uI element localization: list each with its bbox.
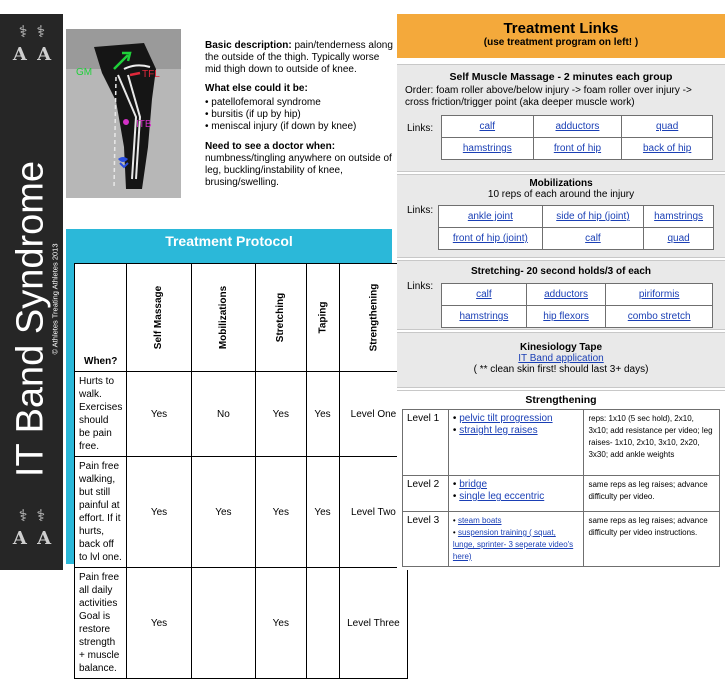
link-calf[interactable]: calf	[476, 289, 492, 300]
table-cell: Yes	[256, 372, 306, 457]
when-cell: Pain free walking, but still painful at effort. If it hurts, back off to lvl one.	[75, 457, 127, 568]
mobilizations-links-table	[438, 205, 714, 250]
strengthening-table	[402, 409, 720, 567]
link-front-of-hip[interactable]: front of hip	[553, 143, 602, 154]
link-pelvic-tilt-progression[interactable]: pelvic tilt progression	[459, 413, 553, 424]
differential-list	[205, 97, 395, 133]
basic-description	[205, 40, 395, 76]
logo-top-symbols: ⚕ ⚕	[18, 22, 48, 41]
column-header	[306, 264, 339, 372]
links-subtitle: (use treatment program on left! )	[483, 37, 639, 48]
basic-description-text: pain/tenderness along the outside of the thigh. Typically worse mid thigh down to outside of knee.	[205, 40, 393, 75]
level-notes: reps: 1x10 (5 sec hold), 2x10, 3x10; add resistance per video; leg raises- 1x10, 2x10, 3x10, 2x20, 3x30; add ankle weights	[584, 410, 720, 476]
list-item: • patellofemoral syndrome	[205, 97, 395, 109]
description	[205, 40, 395, 196]
column-header-label: Mobilizations	[217, 285, 229, 350]
doctor-text: numbness/tingling anywhere on outside of leg, buckling/instability of knee, brusing/swelling.	[205, 153, 392, 188]
list-item: • bursitis (if up by hip)	[205, 109, 395, 121]
table-cell: Level Three	[339, 568, 408, 679]
copyright: © Athletes Treating Athletes 2013	[50, 243, 60, 355]
doctor-title: Need to see a doctor when:	[205, 141, 336, 152]
link-combo-stretch[interactable]: combo stretch	[627, 311, 691, 322]
links-title: Treatment Links	[503, 20, 619, 37]
link-adductors[interactable]: adductors	[544, 289, 589, 300]
link-hamstrings[interactable]: hamstrings	[654, 211, 704, 222]
stretching-title: Stretching- 20 second holds/3 of each	[470, 266, 652, 277]
table-cell: Yes	[191, 457, 255, 568]
link-calf[interactable]: calf	[585, 233, 601, 244]
links-header	[397, 14, 725, 58]
link-piriformis[interactable]: piriformis	[638, 289, 680, 300]
massage-title: Self Muscle Massage - 2 minutes each group	[449, 71, 673, 83]
logo-bottom-letters: A A	[12, 528, 54, 549]
table-cell: Level One	[339, 372, 408, 457]
link-side-of-hip-joint[interactable]: side of hip (joint)	[556, 211, 630, 222]
table-cell: No	[191, 372, 255, 457]
link-straight-leg-raises[interactable]: straight leg raises	[459, 425, 538, 436]
table-row	[75, 568, 408, 679]
link-suspension-training[interactable]: suspension training ( squat, lunge, sprinter- 3 seperate video's here)	[452, 528, 574, 561]
mobilizations-panel	[397, 174, 725, 258]
table-row	[75, 457, 408, 568]
tfl-label: TFL	[142, 69, 160, 80]
list-item: • meniscal injury (if down by knee)	[205, 121, 395, 133]
leg-illustration	[66, 29, 181, 198]
table-cell: Yes	[127, 457, 191, 568]
protocol-table	[74, 263, 408, 679]
link-quad[interactable]: quad	[667, 233, 690, 244]
link-it-band-application[interactable]: IT Band application	[518, 353, 604, 364]
massage-links-table	[441, 115, 713, 160]
level-label: Level 1	[403, 410, 449, 476]
kinesiology-note: ( ** clean skin first! should last 3+ days)	[473, 364, 649, 375]
link-hamstrings[interactable]: hamstrings	[459, 311, 509, 322]
differential-title: What else could it be:	[205, 83, 308, 94]
stretching-links-table	[441, 283, 713, 328]
table-row	[75, 372, 408, 457]
strengthening-title: Strengthening	[525, 394, 597, 406]
level-notes: same reps as leg raises; advance difficulty per video instructions.	[584, 512, 720, 567]
when-header: When?	[75, 264, 127, 372]
kinesiology-panel	[397, 332, 725, 388]
stretching-links-label: Links:	[407, 281, 434, 292]
logo-bottom-symbols: ⚕ ⚕	[18, 506, 48, 525]
protocol-title: Treatment Protocol	[165, 233, 293, 249]
strengthening-panel	[397, 390, 725, 570]
table-row	[403, 410, 720, 476]
table-cell: Yes	[127, 372, 191, 457]
link-adductors[interactable]: adductors	[555, 121, 600, 132]
link-front-of-hip-joint[interactable]: front of hip (joint)	[452, 233, 528, 244]
column-header-label: Self Massage	[153, 285, 165, 350]
kinesiology-title: Kinesiology Tape	[519, 342, 603, 353]
table-cell	[191, 568, 255, 679]
column-header-label: Taping	[317, 301, 329, 334]
when-cell: Hurts to walk. Exercises should be pain free.	[75, 372, 127, 457]
link-steam-boats[interactable]: steam boats	[457, 516, 502, 525]
link-quad[interactable]: quad	[656, 121, 679, 132]
table-cell: Yes	[256, 568, 306, 679]
treatment-protocol	[66, 229, 400, 674]
page-title: IT Band Syndrome	[9, 160, 52, 478]
level-notes: same reps as leg raises; advance difficulty per video.	[584, 476, 720, 512]
level-label: Level 2	[403, 476, 449, 512]
leg-anatomy-photo	[66, 29, 181, 198]
link-bridge[interactable]: bridge	[459, 479, 488, 490]
mobilizations-links-label: Links:	[407, 205, 434, 216]
link-ankle-joint[interactable]: ankle joint	[467, 211, 513, 222]
table-cell: Yes	[306, 457, 339, 568]
table-cell: Yes	[256, 457, 306, 568]
when-cell: Pain free all daily activities Goal is restore strength + muscle balance.	[75, 568, 127, 679]
logo-bottom	[8, 506, 58, 552]
level-label: Level 3	[403, 512, 449, 567]
gm-label: GM	[76, 67, 93, 78]
table-row	[403, 476, 720, 512]
basic-description-label: Basic description:	[205, 40, 292, 51]
mobilizations-note: 10 reps of each around the injury	[487, 189, 635, 200]
column-header-label: Strengthening	[367, 283, 379, 352]
column-header	[191, 264, 255, 372]
treatment-links-column	[397, 14, 725, 570]
link-hamstrings[interactable]: hamstrings	[462, 143, 512, 154]
table-row	[403, 512, 720, 567]
column-header	[127, 264, 191, 372]
column-header-label: Stretching	[275, 292, 287, 343]
link-hip-flexors[interactable]: hip flexors	[543, 311, 589, 322]
stretching-panel	[397, 260, 725, 330]
massage-panel	[397, 64, 725, 172]
link-single-leg-eccentric[interactable]: single leg eccentric	[459, 491, 545, 502]
mobilizations-title: Mobilizations	[529, 178, 593, 189]
massage-links-label: Links:	[407, 123, 434, 134]
table-cell: Level Two	[339, 457, 408, 568]
table-cell: Yes	[306, 372, 339, 457]
table-cell	[306, 568, 339, 679]
table-cell: Yes	[127, 568, 191, 679]
link-back-of-hip[interactable]: back of hip	[642, 143, 692, 154]
massage-order: Order: foam roller above/below injury -> foam roller over injury -> cross friction/trigger point (aka deeper muscle work)	[405, 85, 692, 108]
itb-label: ITB	[136, 119, 152, 130]
logo-top-letters: A A	[12, 44, 54, 65]
link-calf[interactable]: calf	[479, 121, 496, 132]
sidebar-strip	[0, 14, 63, 570]
column-header	[256, 264, 306, 372]
